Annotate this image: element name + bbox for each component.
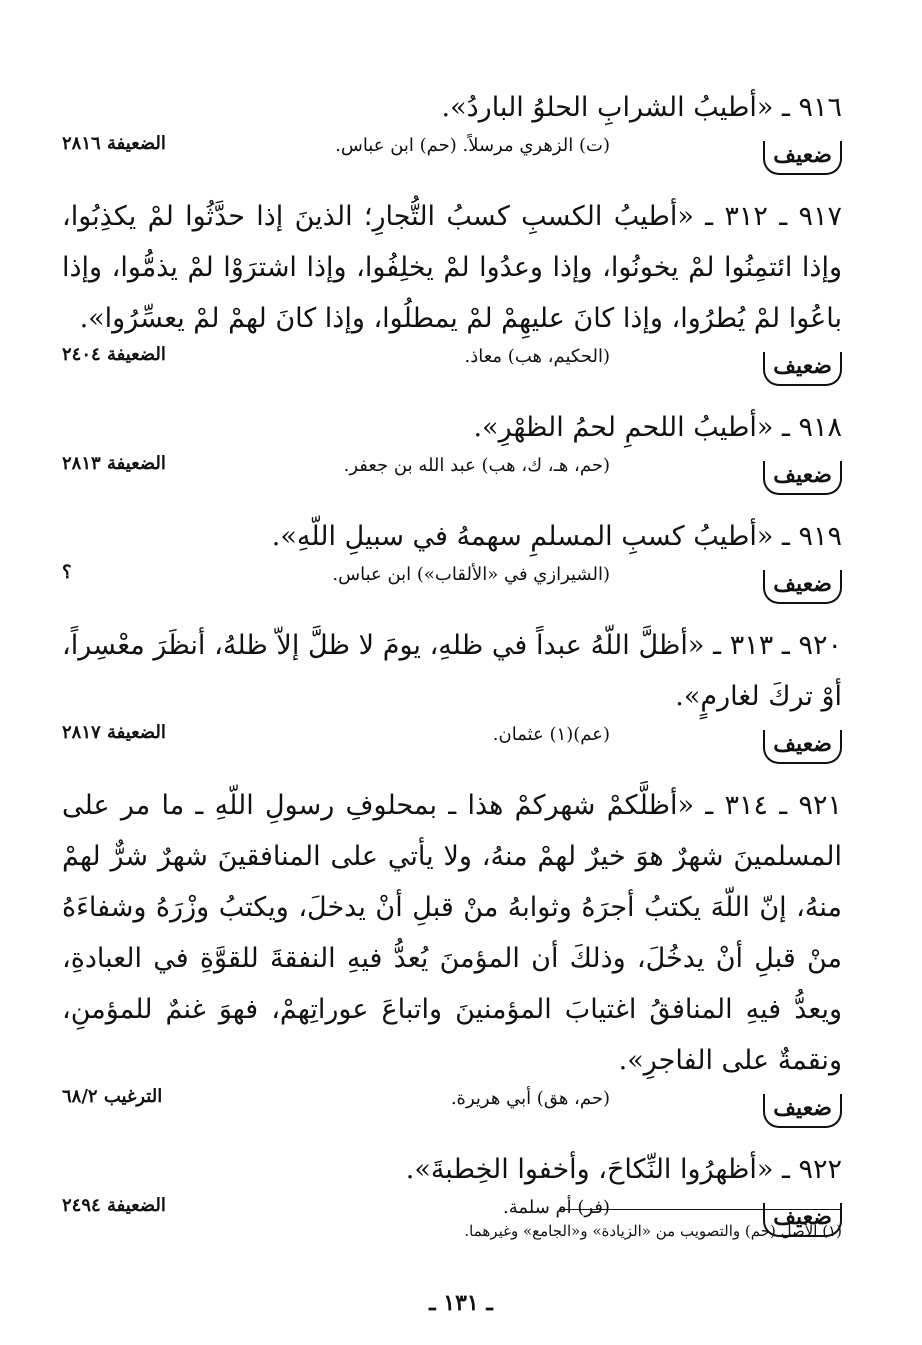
hadith-entry-916 [62,82,842,191]
grade-badge: ضعيف [763,1094,842,1128]
hadith-entry-918 [62,402,842,511]
reference-text: ؟ [62,562,72,583]
grade-badge: ضعيف [763,730,842,764]
source-row [62,344,842,402]
source-row [62,1086,842,1144]
grade-badge: ضعيف [763,141,842,175]
hadith-text: ٩٢٠ ـ ٣١٣ ـ «أظلَّ اللّهُ عبداً في ظلهِ، يومَ لا ظلَّ إلاّ ظلهُ، أنظَرَ معْسِراً، أوْ تركَ لغارمٍ». [62,630,843,712]
footnote-divider [560,1209,842,1210]
source-text: (فر) أم سلمة. [503,1197,610,1218]
hadith-text: ٩٢٢ ـ «أظهرُوا النِّكاحَ، وأخفوا الخِطبةَ». [405,1154,842,1185]
hadith-text: ٩١٨ ـ «أطيبُ اللحمِ لحمُ الظهْرِ». [473,412,842,443]
reference-text: الضعيفة ٢٨١٧ [62,722,166,743]
source-row [62,453,842,511]
hadith-list [62,82,842,1253]
hadith-text: ٩١٩ ـ «أطيبُ كسبِ المسلمِ سهمهُ في سبيلِ اللّهِ». [271,521,842,552]
grade-badge: ضعيف [763,1203,842,1237]
source-text: (عم)(١) عثمان. [492,724,610,745]
source-row [62,133,842,191]
source-text: (حم، هق) أبي هريرة. [450,1088,610,1109]
reference-text: الضعيفة ٢٨١٦ [62,133,166,154]
source-text: (ت) الزهري مرسلاً. (حم) ابن عباس. [335,135,610,156]
grade-badge: ضعيف [763,570,842,604]
source-text: (الحكيم، هب) معاذ. [464,346,610,367]
hadith-text: ٩١٦ ـ «أطيبُ الشرابِ الحلوُ الباردُ». [441,92,842,123]
grade-badge: ضعيف [763,461,842,495]
hadith-entry-917 [62,191,842,402]
reference-text: الضعيفة ٢٤٠٤ [62,344,166,365]
footnote: (١) الأصل (حم) والتصويب من «الزيادة» و«الجامع» وغيرهما. [464,1222,842,1240]
source-text: (حم، هـ، ك، هب) عبد الله بن جعفر. [343,455,610,476]
reference-text: الترغيب ٦٨/٢ [62,1086,163,1107]
source-text: (الشيرازي في «الألقاب») ابن عباس. [332,564,610,585]
source-row [62,722,842,780]
grade-badge: ضعيف [763,352,842,386]
reference-text: الضعيفة ٢٤٩٤ [62,1195,166,1216]
hadith-text: ٩١٧ ـ ٣١٢ ـ «أطيبُ الكسبِ كسبُ التُّجارِ؛ الذينَ إذا حدَّثُوا لمْ يكذِبُوا، وإذا ائتمِنُوا لمْ يخونُوا، وإذا وعدُوا لمْ يخلِفُوا، وإذا اشترَوْا لمْ يذمُّوا، وإذا باعُوا لمْ يُطرُوا، وإذا كانَ عليهِمْ لمْ يمطلُوا، وإذا كانَ لهمْ لمْ يعسِّرُوا». [62,201,843,334]
hadith-entry-920 [62,620,842,780]
page-number: ـ ١٣١ ـ [429,1290,493,1316]
source-row [62,562,842,620]
reference-text: الضعيفة ٢٨١٣ [62,453,166,474]
hadith-entry-921 [62,780,842,1144]
hadith-text: ٩٢١ ـ ٣١٤ ـ «أظلَّكمْ شهركمْ هذا ـ بمحلوفِ رسولِ اللّهِ ـ ما مر على المسلمينَ شهرٌ هوَ خيرٌ لهمْ منهُ، ولا يأتي على المنافقينَ شهرٌ شرٌّ لهمْ منهُ، إنّ اللّهَ يكتبُ أجرَهُ وثوابهُ منْ قبلِ أنْ يدخلَ، ويكتبُ وزْرَهُ وشفاءَهُ منْ قبلِ أنْ يدخُلَ، وذلكَ أن المؤمنَ يُعدُّ فيهِ النفقةَ للقوَّةِ في العبادةِ، ويعدُّ فيهِ المنافقُ اغتيابَ المؤمنينَ واتباعَ عوراتِهمْ، فهوَ غنمٌ للمؤمنِ، ونقمةٌ على الفاجرِ». [62,790,842,1076]
hadith-entry-919 [62,511,842,620]
